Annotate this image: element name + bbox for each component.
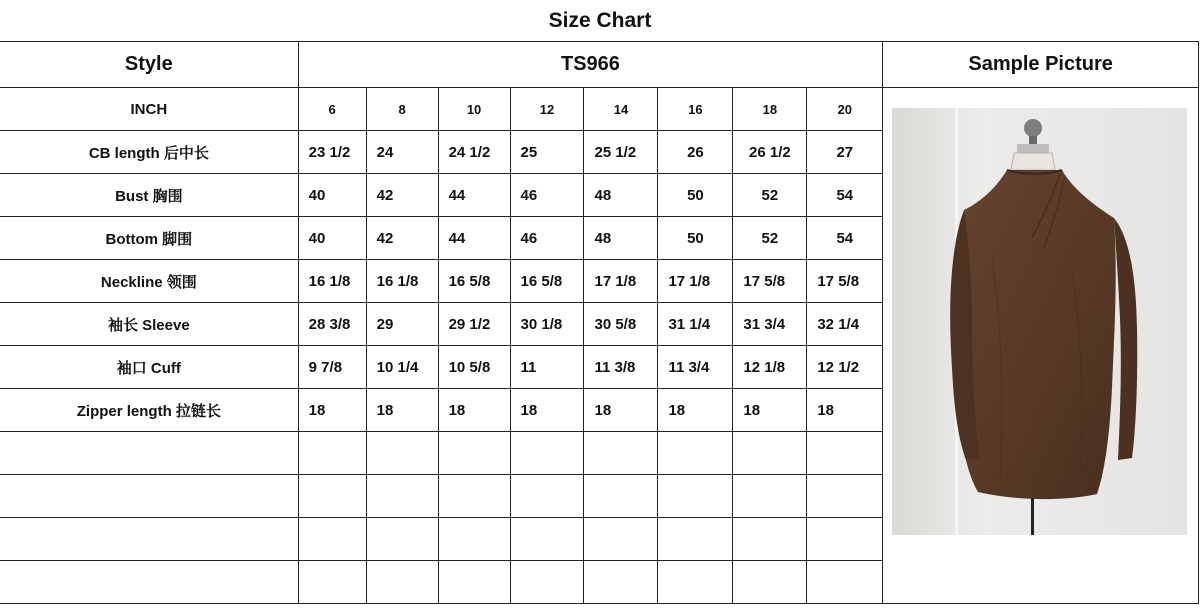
empty-cell: [658, 475, 733, 518]
measurement-value: 23 1/2: [298, 131, 366, 174]
measurement-value: 30 5/8: [584, 303, 658, 346]
empty-cell: [298, 518, 366, 561]
measurement-value: 44: [438, 174, 510, 217]
measurement-value: 40: [298, 217, 366, 260]
empty-cell: [807, 475, 883, 518]
empty-cell: [366, 432, 438, 475]
empty-cell: [658, 518, 733, 561]
measurement-label: Neckline 领围: [0, 260, 298, 303]
page-title: Size Chart: [548, 8, 652, 32]
measurement-value: 46: [510, 174, 584, 217]
size-header-16: 16: [658, 88, 733, 131]
empty-cell: [733, 475, 807, 518]
measurement-value: 48: [584, 217, 658, 260]
size-header-14: 14: [584, 88, 658, 131]
measurement-value: 18: [733, 389, 807, 432]
measurement-value: 12 1/8: [733, 346, 807, 389]
measurement-value: 11 3/8: [584, 346, 658, 389]
sample-picture-cell: [883, 88, 1199, 604]
measurement-value: 50: [658, 217, 733, 260]
empty-cell: [366, 475, 438, 518]
empty-cell: [807, 561, 883, 604]
measurement-value: 11: [510, 346, 584, 389]
measurement-value: 18: [298, 389, 366, 432]
measurement-value: 40: [298, 174, 366, 217]
empty-cell: [298, 475, 366, 518]
size-header-20: 20: [807, 88, 883, 131]
empty-cell: [438, 432, 510, 475]
header-row: [0, 42, 1199, 88]
empty-cell: [0, 518, 298, 561]
measurement-value: 24 1/2: [438, 131, 510, 174]
empty-cell: [298, 432, 366, 475]
empty-cell: [733, 432, 807, 475]
measurement-value: 16 5/8: [438, 260, 510, 303]
measurement-value: 10 1/4: [366, 346, 438, 389]
measurement-value: 17 1/8: [658, 260, 733, 303]
empty-cell: [510, 432, 584, 475]
empty-cell: [658, 561, 733, 604]
empty-cell: [658, 432, 733, 475]
measurement-value: 12 1/2: [807, 346, 883, 389]
measurement-value: 17 1/8: [584, 260, 658, 303]
size-header-18: 18: [733, 88, 807, 131]
measurement-value: 18: [658, 389, 733, 432]
measurement-value: 50: [658, 174, 733, 217]
measurement-value: 25: [510, 131, 584, 174]
measurement-label: 袖口 Cuff: [0, 346, 298, 389]
empty-cell: [733, 518, 807, 561]
empty-cell: [584, 561, 658, 604]
empty-cell: [584, 518, 658, 561]
empty-cell: [0, 561, 298, 604]
empty-cell: [438, 475, 510, 518]
measurement-value: 27: [807, 131, 883, 174]
brown-blouse-on-mannequin-icon: [892, 108, 1187, 535]
empty-cell: [510, 518, 584, 561]
measurement-value: 26 1/2: [733, 131, 807, 174]
measurement-label: CB length 后中长: [0, 131, 298, 174]
empty-cell: [510, 561, 584, 604]
measurement-value: 18: [438, 389, 510, 432]
empty-cell: [807, 518, 883, 561]
unit-label: INCH: [0, 88, 298, 131]
measurement-value: 18: [510, 389, 584, 432]
size-header-10: 10: [438, 88, 510, 131]
empty-cell: [584, 475, 658, 518]
empty-cell: [366, 561, 438, 604]
size-chart-table: [0, 41, 1199, 604]
measurement-value: 17 5/8: [807, 260, 883, 303]
empty-cell: [366, 518, 438, 561]
measurement-label: Bust 胸围: [0, 174, 298, 217]
measurement-value: 48: [584, 174, 658, 217]
measurement-value: 42: [366, 174, 438, 217]
size-header-6: 6: [298, 88, 366, 131]
measurement-value: 17 5/8: [733, 260, 807, 303]
measurement-value: 29 1/2: [438, 303, 510, 346]
empty-cell: [0, 475, 298, 518]
style-header: Style: [0, 42, 298, 88]
measurement-value: 18: [584, 389, 658, 432]
measurement-value: 54: [807, 217, 883, 260]
empty-cell: [298, 561, 366, 604]
empty-cell: [807, 432, 883, 475]
measurement-value: 18: [366, 389, 438, 432]
measurement-value: 10 5/8: [438, 346, 510, 389]
size-header-row: [0, 88, 1199, 131]
measurement-value: 46: [510, 217, 584, 260]
measurement-value: 18: [807, 389, 883, 432]
sample-photo: [892, 108, 1187, 535]
measurement-label: 袖长 Sleeve: [0, 303, 298, 346]
measurement-value: 32 1/4: [807, 303, 883, 346]
measurement-value: 11 3/4: [658, 346, 733, 389]
sample-picture-header: Sample Picture: [883, 42, 1199, 88]
measurement-value: 24: [366, 131, 438, 174]
measurement-value: 16 5/8: [510, 260, 584, 303]
measurement-value: 16 1/8: [366, 260, 438, 303]
measurement-value: 9 7/8: [298, 346, 366, 389]
measurement-value: 54: [807, 174, 883, 217]
empty-cell: [584, 432, 658, 475]
measurement-value: 31 1/4: [658, 303, 733, 346]
size-header-12: 12: [510, 88, 584, 131]
measurement-value: 30 1/8: [510, 303, 584, 346]
empty-cell: [510, 475, 584, 518]
measurement-value: 25 1/2: [584, 131, 658, 174]
measurement-value: 42: [366, 217, 438, 260]
measurement-label: Zipper length 拉链长: [0, 389, 298, 432]
measurement-value: 52: [733, 174, 807, 217]
empty-cell: [733, 561, 807, 604]
size-header-8: 8: [366, 88, 438, 131]
empty-cell: [438, 518, 510, 561]
measurement-value: 44: [438, 217, 510, 260]
measurement-value: 52: [733, 217, 807, 260]
measurement-value: 31 3/4: [733, 303, 807, 346]
style-code: TS966: [298, 42, 883, 88]
measurement-value: 29: [366, 303, 438, 346]
measurement-label: Bottom 脚围: [0, 217, 298, 260]
empty-cell: [438, 561, 510, 604]
measurement-value: 26: [658, 131, 733, 174]
measurement-value: 16 1/8: [298, 260, 366, 303]
empty-cell: [0, 432, 298, 475]
measurement-value: 28 3/8: [298, 303, 366, 346]
